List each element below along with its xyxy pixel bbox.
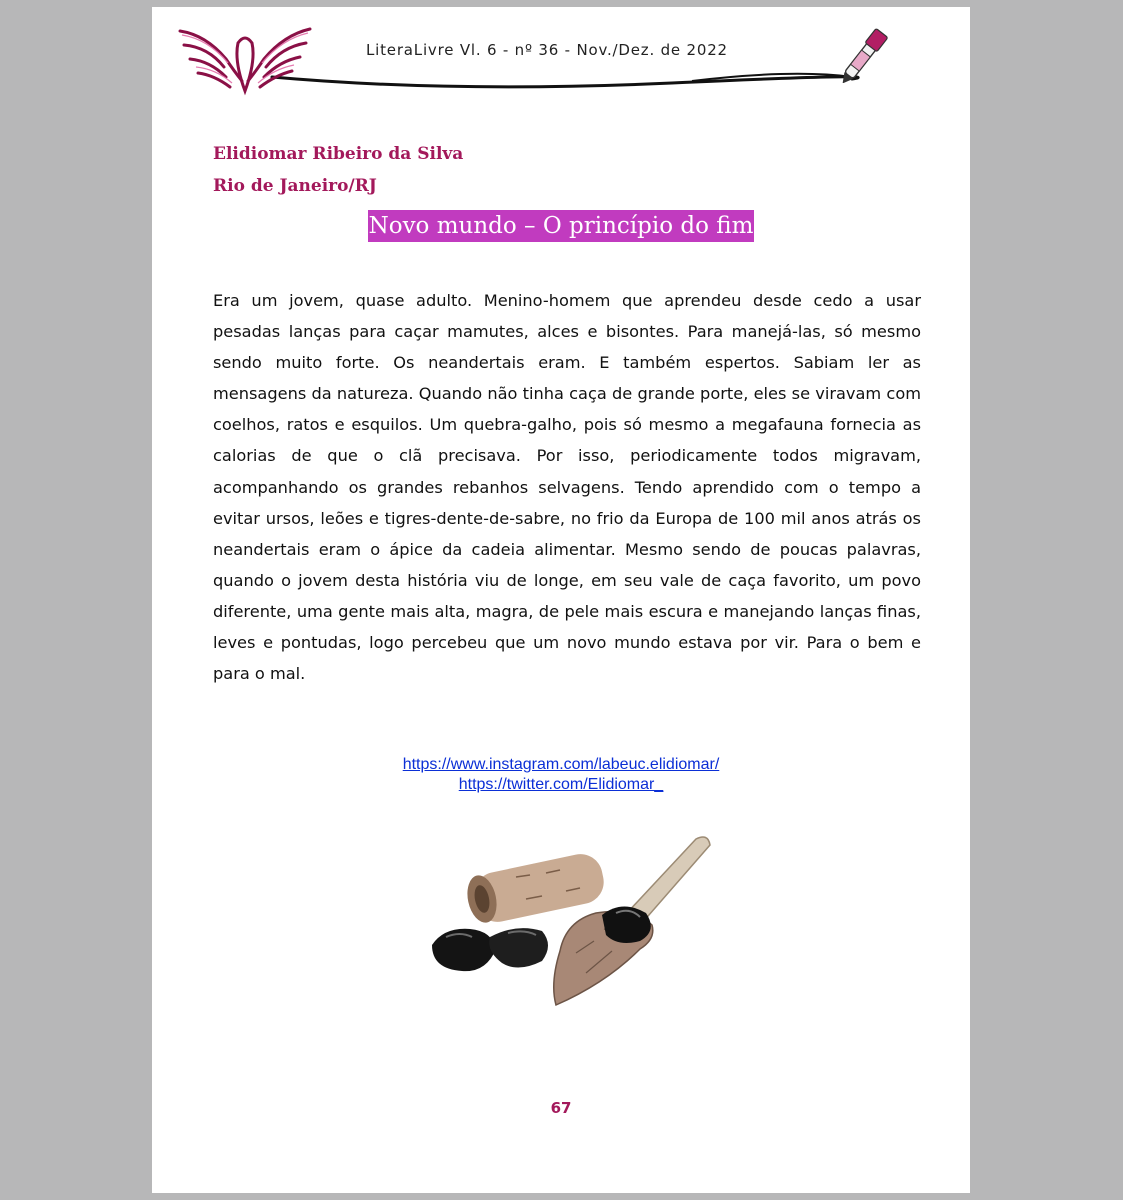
article-body: Era um jovem, quase adulto. Menino-homem que aprendeu desde cedo a usar pesadas lanças para caçar mamutes, alces e bisontes. Para manejá-las, só mesmo sendo muito forte. Os neandertais eram. E também espertos. Sabiam ler as mensagens da natureza. Quando não tinha caça de grande porte, eles se viravam com coelhos, ratos e esquilos. Um quebra-galho, pois só mesmo a megafauna fornecia as calorias de que o clã precisava. Por isso, periodicamente todos migravam, acompanhando os grandes rebanhos selvagens. Tendo aprendido com o tempo a evitar ursos, leões e tigres-dente-de-sabre, no frio da Europa de 100 mil anos atrás os neandertais eram o ápice da cadeia alimentar. Mesmo sendo de poucas palavras, quando o jovem desta história viu de longe, em seu vale de caça favorito, um povo diferente, uma gente mais alta, magra, de pele mais escura e manejando lanças finas, leves e pontudas, logo percebeu que um novo mundo estava por vir. Para o bem e para o mal. [213, 291, 921, 684]
tar-lumps [432, 928, 548, 971]
author-block [213, 138, 463, 202]
author-name: Elidiomar Ribeiro da Silva [213, 144, 464, 164]
article-title: Novo mundo – O princípio do fim [368, 210, 755, 242]
author-location: Rio de Janeiro/RJ [213, 176, 377, 196]
journal-header-title: LiteraLivre Vl. 6 - nº 36 - Nov./Dez. de 2022 [366, 41, 728, 59]
stone-point [554, 906, 653, 1005]
stone-tool-illustration [426, 833, 711, 1009]
instagram-link[interactable]: https://www.instagram.com/labeuc.elidiomar/ [402, 756, 720, 773]
pen-icon [836, 23, 898, 83]
birch-bark-roll [463, 850, 607, 926]
document-page [152, 7, 970, 1193]
twitter-link[interactable]: https://twitter.com/Elidiomar_ [458, 776, 664, 793]
winged-phoenix-logo-icon [176, 21, 314, 103]
social-links [152, 755, 970, 795]
page-number: 67 [550, 1099, 572, 1117]
article-title-wrap [152, 210, 970, 242]
